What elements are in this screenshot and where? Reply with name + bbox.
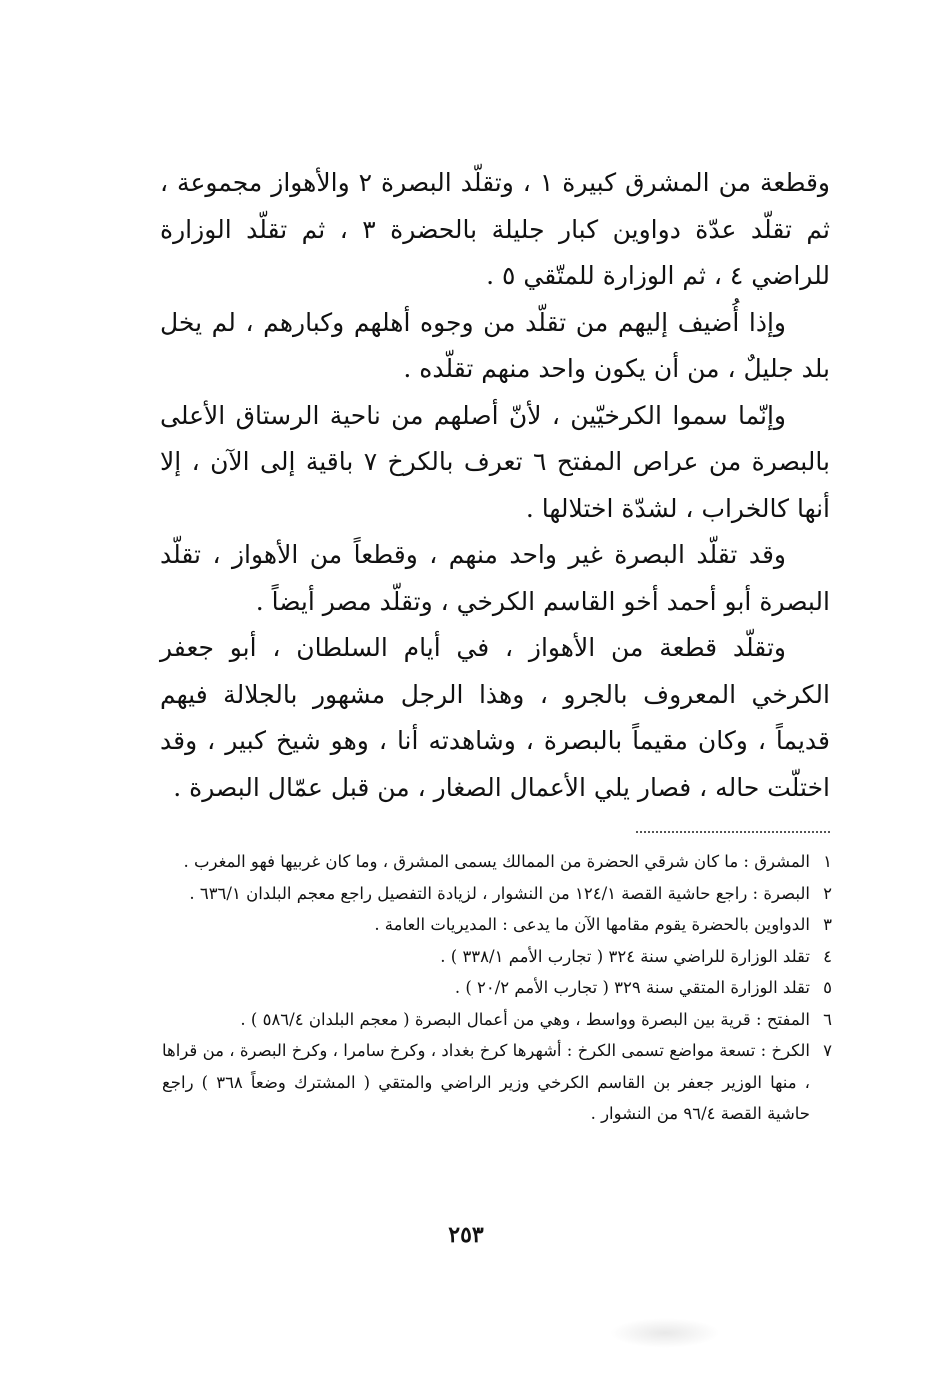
footnote-text: الدواوين بالحضرة يقوم مقامها الآن ما يدعى : المديريات العامة . — [374, 915, 810, 934]
paragraph-4: وقد تقلّد البصرة غير واحد منهم ، وقطعاً من الأهواز ، تقلّد البصرة أبو أحمد أخو القاسم الكرخي ، وتقلّد مصر أيضاً . — [160, 540, 830, 616]
footnotes — [162, 846, 832, 1130]
footnote-7 — [162, 1035, 832, 1130]
footnote-1 — [162, 846, 832, 878]
footnote-text: المفتح : قرية بين البصرة وواسط ، وهي من أعمال البصرة ( معجم البلدان ٥٨٦/٤ ) . — [240, 1009, 810, 1029]
footnote-number: ٣ — [823, 915, 832, 934]
footnote-6 — [162, 1004, 832, 1036]
main-text — [160, 160, 830, 811]
footnote-text: تقلد الوزارة للراضي سنة ٣٢٤ ( تجارب الأمم ٣٣٨/١ ) . — [440, 946, 810, 966]
footnote-number: ٢ — [823, 883, 832, 903]
footnote-text: تقلد الوزارة المتقي سنة ٣٢٩ ( تجارب الأمم ٢٠/٢ ) . — [454, 978, 810, 997]
footnote-text: البصرة : راجع حاشية القصة ١٢٤/١ من النشوار ، لزيادة التفصيل راجع معجم البلدان ٦٣٦/١ . — [189, 883, 810, 903]
footnote-number: ٥ — [823, 978, 832, 997]
footnote-2 — [162, 878, 832, 910]
footnote-number: ٧ — [823, 1041, 832, 1060]
footnote-text: الكرخ : تسعة مواضع تسمى الكرخ : أشهرها كرخ بغداد ، وكرخ سامرا ، وكرخ البصرة ، من قراها ، منها الوزير جعفر بن القاسم الكرخي وزير الراضي والمتقي ( المشترك وضعاً ٣٦٨ ) راجع حاشية القصة ٩٦/٤ من النشوار . — [162, 1041, 810, 1123]
paragraph-2: وإذا أُضيف إليهم من تقلّد من وجوه أهلهم وكبارهم ، لم يخل بلد جليلٌ ، من أن يكون واحد منهم تقلّده . — [160, 307, 830, 383]
footnote-5 — [162, 972, 832, 1004]
footnote-number: ١ — [823, 852, 832, 871]
paragraph-5: وتقلّد قطعة من الأهواز ، في أيام السلطان ، أبو جعفر الكرخي المعروف بالجرو ، وهذا الرجل مشهور بالجلالة فيهم قديماً ، وكان مقيماً بالبصرة ، وشاهدته أنا ، وهو شيخ كبير ، وقد اختلّت حاله ، فصار يلي الأعمال الصغار ، من قبل عمّال البصرة . — [160, 633, 830, 802]
page-number: ٢٥٣ — [448, 1222, 484, 1248]
footnote-number: ٤ — [823, 946, 832, 966]
footnote-text: المشرق : ما كان شرقي الحضرة من الممالك يسمى المشرق ، وما كان غربيها فهو المغرب . — [183, 852, 810, 871]
footnote-4 — [162, 941, 832, 973]
footnote-3 — [162, 909, 832, 941]
paragraph-3: وإنّما سموا الكرخيّين ، لأنّ أصلهم من ناحية الرستاق الأعلى بالبصرة من عراص المفتح ٦ تعرف بالكرخ ٧ باقية إلى الآن ، إلا أنها كالخراب ، لشدّة اختلالها . — [160, 400, 830, 523]
footnote-number: ٦ — [823, 1009, 832, 1029]
footnote-separator — [636, 831, 830, 833]
paragraph-1: وقطعة من المشرق كبيرة ١ ، وتقلّد البصرة ٢ والأهواز مجموعة ، ثم تقلّد عدّة دواوين كبار جليلة بالحضرة ٣ ، ثم تقلّد الوزارة للراضي ٤ ، ثم الوزارة للمتّقي ٥ . — [160, 168, 831, 290]
scan-artifact — [610, 1318, 720, 1348]
